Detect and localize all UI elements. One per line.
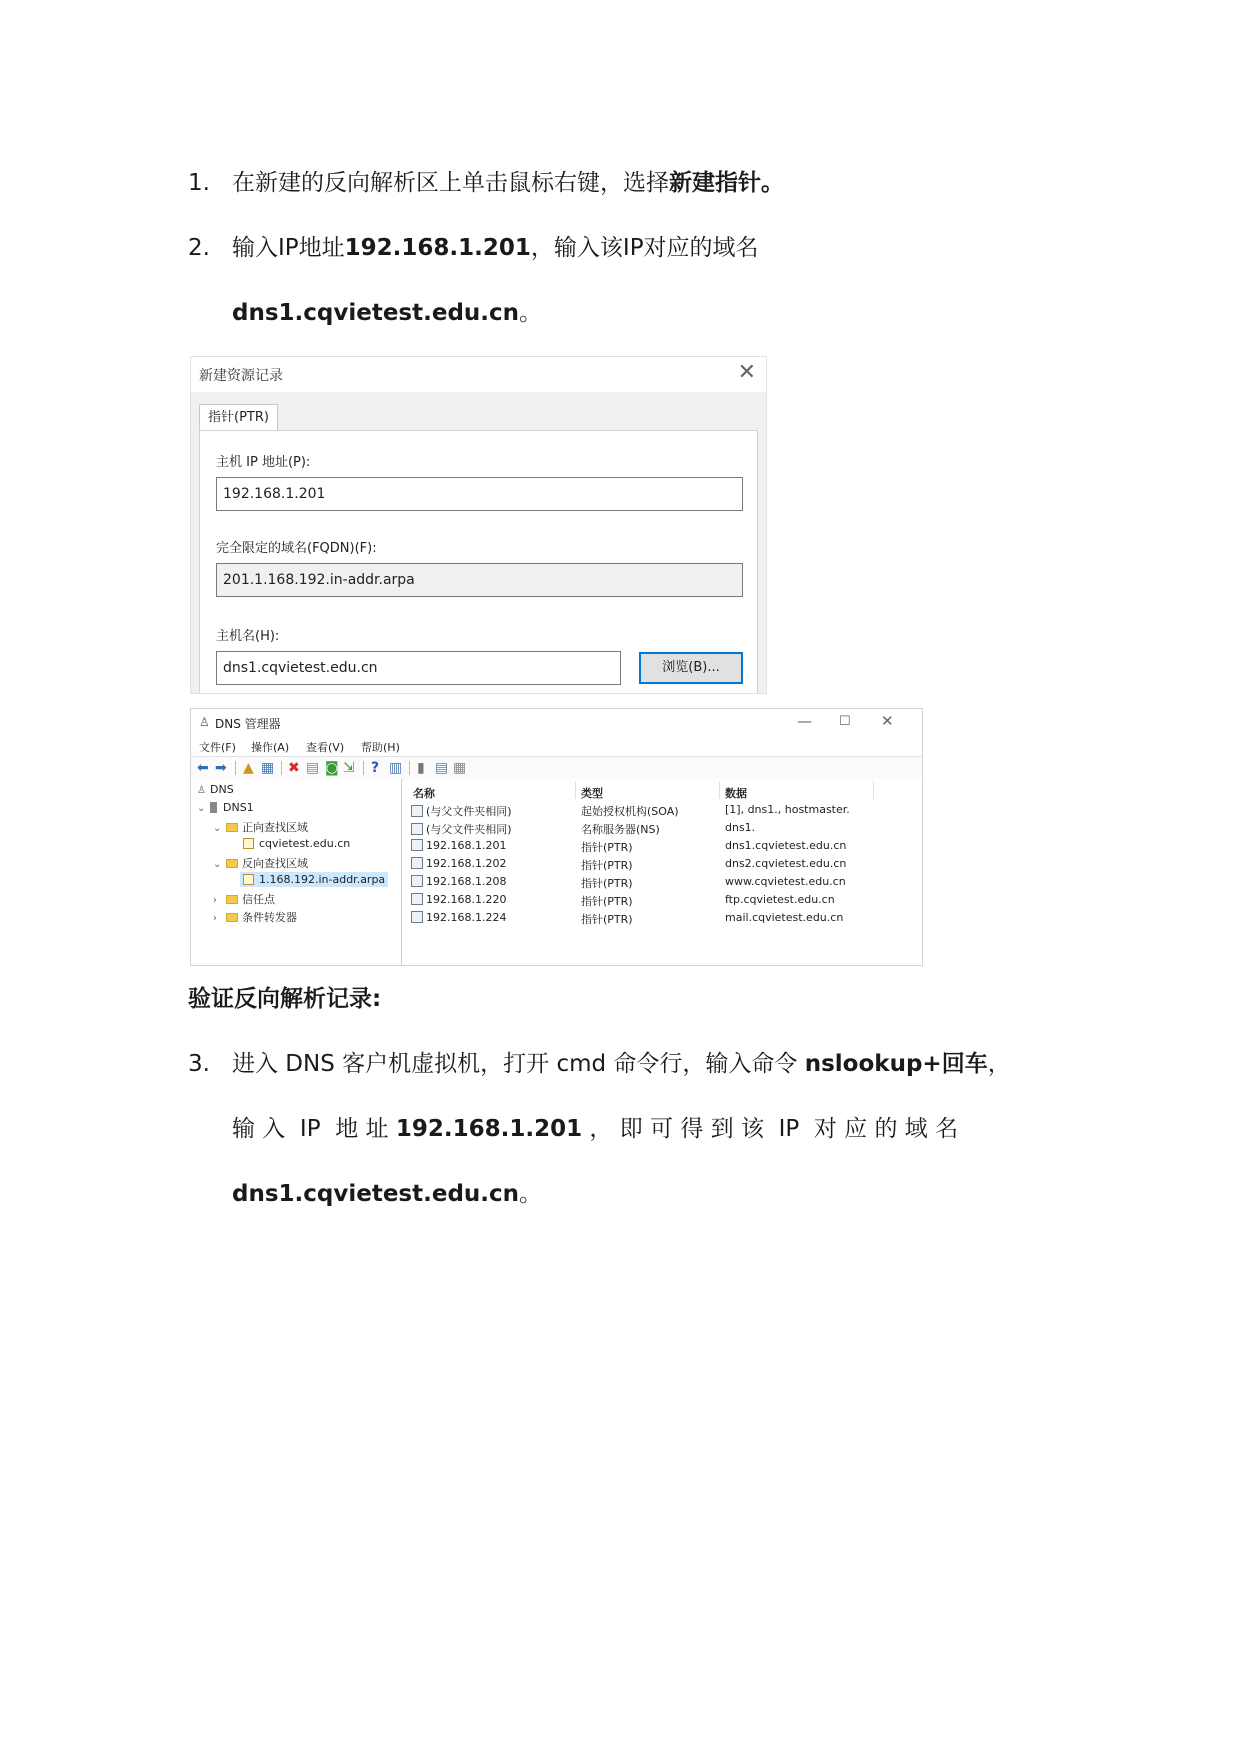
record-data-cell: dns1. xyxy=(725,821,756,834)
new-resource-record-dialog xyxy=(190,356,767,694)
step-text: 输 入 IP 地 址 xyxy=(232,1116,396,1142)
server-icon[interactable]: ▮ xyxy=(417,760,425,776)
tree-item-label: 1.168.192.in-addr.arpa xyxy=(259,873,386,886)
zone-icon[interactable]: ▦ xyxy=(453,760,467,776)
record-name: (与父文件夹相同) xyxy=(426,805,512,818)
column-header-type[interactable]: 类型 xyxy=(581,787,603,800)
step-text: 输入IP地址 xyxy=(232,235,345,261)
record-icon xyxy=(411,823,423,835)
verify-heading: 验证反向解析记录: xyxy=(188,986,382,1012)
record-type-cell: 指针(PTR) xyxy=(581,895,633,908)
menu-view[interactable]: 查看(V) xyxy=(306,741,345,754)
export-icon[interactable]: ⇲ xyxy=(343,760,355,776)
menu-action[interactable]: 操作(A) xyxy=(251,741,290,754)
close-icon[interactable]: ✕ xyxy=(737,360,756,385)
record-name-cell xyxy=(411,875,506,888)
fqdn-field: 201.1.168.192.in-addr.arpa xyxy=(216,563,743,597)
domain-name-text: dns1.cqvietest.edu.cn xyxy=(232,300,520,326)
records-list xyxy=(403,779,922,965)
record-data-cell: mail.cqvietest.edu.cn xyxy=(725,911,844,924)
column-header-name[interactable]: 名称 xyxy=(413,787,435,800)
browse-button[interactable]: 浏览(B)... xyxy=(639,652,743,684)
console-tree xyxy=(191,779,402,965)
toolbar-separator xyxy=(281,761,282,775)
record-name-cell xyxy=(411,803,512,819)
record-name-cell xyxy=(411,821,512,837)
record-type-cell: 指针(PTR) xyxy=(581,859,633,872)
tree-item-reverse-zones[interactable] xyxy=(213,855,308,871)
folder-icon xyxy=(226,913,238,922)
refresh-icon[interactable]: ◙ xyxy=(325,760,339,776)
step-number: 1. xyxy=(188,170,210,196)
record-type-cell: 指针(PTR) xyxy=(581,913,633,926)
step-2-continuation xyxy=(232,298,542,328)
table-row[interactable] xyxy=(403,873,922,891)
column-header-data[interactable]: 数据 xyxy=(725,787,747,800)
toolbar-separator xyxy=(409,761,410,775)
step-number: 2. xyxy=(188,235,210,261)
chevron-right-icon[interactable]: › xyxy=(213,895,217,906)
menu-help[interactable]: 帮助(H) xyxy=(361,741,400,754)
folder-icon xyxy=(226,895,238,904)
step-3 xyxy=(188,1049,1011,1079)
tree-item-label: DNS xyxy=(210,783,234,796)
show-tree-icon[interactable]: ▦ xyxy=(261,760,275,776)
chevron-right-icon[interactable]: › xyxy=(213,913,217,924)
tree-item-reverse-zone[interactable] xyxy=(240,872,388,887)
step-text: 在新建的反向解析区上单击鼠标右键，选择 xyxy=(232,170,669,196)
zone-icon xyxy=(243,874,254,885)
zone-icon xyxy=(243,838,254,849)
table-row[interactable] xyxy=(403,891,922,909)
up-folder-icon[interactable]: ▲ xyxy=(243,760,254,776)
action-pane-icon[interactable]: ▥ xyxy=(389,760,403,776)
toolbar-separator xyxy=(363,761,364,775)
tree-item-label: 信任点 xyxy=(242,893,275,906)
column-divider[interactable] xyxy=(719,781,720,799)
record-name: (与父文件夹相同) xyxy=(426,823,512,836)
record-data-cell: [1], dns1., hostmaster. xyxy=(725,803,850,816)
tree-item-trust-points[interactable] xyxy=(213,891,275,907)
command-text: nslookup+回车 xyxy=(804,1051,988,1077)
step-2 xyxy=(188,233,759,263)
chevron-down-icon[interactable]: ⌄ xyxy=(213,823,222,834)
server-icon xyxy=(210,802,217,813)
tree-item-label: 条件转发器 xyxy=(242,911,297,924)
step-3-line-2 xyxy=(232,1114,958,1144)
tree-item-dns[interactable] xyxy=(197,783,234,796)
chevron-down-icon[interactable]: ⌄ xyxy=(197,803,206,814)
table-row[interactable] xyxy=(403,837,922,855)
hostname-label: 主机名(H): xyxy=(216,629,280,644)
step-bold-text: 新建指针。 xyxy=(669,170,784,196)
ptr-panel xyxy=(199,430,758,693)
record-data-cell: dns1.cqvietest.edu.cn xyxy=(725,839,847,852)
step-text: ， 即 可 得 到 该 IP 对 应 的 域 名 xyxy=(582,1116,959,1142)
step-text: 。 xyxy=(519,300,543,326)
menu-bar xyxy=(191,735,922,755)
record-icon xyxy=(411,911,423,923)
step-text: ， xyxy=(987,1051,1011,1077)
close-icon[interactable]: ✕ xyxy=(881,712,894,730)
tree-item-label: 反向查找区域 xyxy=(242,857,308,870)
step-number: 3. xyxy=(188,1051,210,1077)
dns-manager-window xyxy=(190,708,923,966)
chevron-down-icon[interactable]: ⌄ xyxy=(213,859,222,870)
back-arrow-icon[interactable]: ⬅ xyxy=(197,760,209,776)
step-text: ，输入该IP对应的域名 xyxy=(530,235,759,261)
hostname-field[interactable]: dns1.cqvietest.edu.cn xyxy=(216,651,621,685)
step-text: 进入 DNS 客户机虚拟机，打开 cmd 命令行，输入命令 xyxy=(232,1051,805,1077)
record-name-cell xyxy=(411,911,506,924)
table-row[interactable] xyxy=(403,909,922,927)
record-data-cell: www.cqvietest.edu.cn xyxy=(725,875,846,888)
help-icon[interactable]: ? xyxy=(371,760,380,776)
fqdn-label: 完全限定的域名(FQDN)(F): xyxy=(216,541,377,556)
record-name: 192.168.1.201 xyxy=(426,839,507,852)
delete-icon[interactable]: ✖ xyxy=(288,760,300,776)
step-1 xyxy=(188,168,784,198)
tree-item-label: cqvietest.edu.cn xyxy=(259,837,351,850)
record-name-cell xyxy=(411,893,506,906)
table-row[interactable] xyxy=(403,819,922,837)
window-titlebar xyxy=(191,709,922,735)
toolbar xyxy=(191,756,922,780)
maximize-icon[interactable]: ☐ xyxy=(839,714,851,729)
tree-item-conditional-forwarders[interactable] xyxy=(213,909,297,925)
minimize-icon[interactable]: — xyxy=(797,712,812,730)
host-ip-field[interactable]: 192.168.1.201 xyxy=(216,477,743,511)
step-3-line-3 xyxy=(232,1179,542,1209)
table-row[interactable] xyxy=(403,855,922,873)
record-icon xyxy=(411,805,423,817)
tab-ptr[interactable]: 指针(PTR) xyxy=(199,404,278,431)
record-icon xyxy=(411,893,423,905)
dialog-title: 新建资源记录 xyxy=(199,368,283,384)
forward-arrow-icon[interactable]: ➡ xyxy=(215,760,227,776)
record-data-cell: ftp.cqvietest.edu.cn xyxy=(725,893,835,906)
record-name: 192.168.1.224 xyxy=(426,911,507,924)
dns-root-icon: ♙ xyxy=(197,785,206,796)
record-icon xyxy=(411,839,423,851)
record-type-cell: 指针(PTR) xyxy=(581,877,633,890)
record-icon xyxy=(411,857,423,869)
record-icon xyxy=(411,875,423,887)
tree-item-label: DNS1 xyxy=(223,801,254,814)
record-type-cell: 指针(PTR) xyxy=(581,841,633,854)
record-name: 192.168.1.220 xyxy=(426,893,507,906)
column-divider[interactable] xyxy=(873,781,874,799)
folder-icon xyxy=(226,823,238,832)
properties-icon[interactable]: ▤ xyxy=(306,760,320,776)
record-data-cell: dns2.cqvietest.edu.cn xyxy=(725,857,847,870)
dns-manager-icon: ♙ xyxy=(199,715,210,729)
column-divider[interactable] xyxy=(575,781,576,799)
record-name: 192.168.1.202 xyxy=(426,857,507,870)
record-name: 192.168.1.208 xyxy=(426,875,507,888)
record-name-cell xyxy=(411,857,506,870)
tree-item-dns1[interactable] xyxy=(197,801,254,814)
tree-item-label: 正向查找区域 xyxy=(242,821,308,834)
record-name-cell xyxy=(411,839,506,852)
step-text: 。 xyxy=(519,1181,543,1207)
dialog-titlebar xyxy=(191,357,766,392)
record-type-cell: 起始授权机构(SOA) xyxy=(581,805,679,818)
record-type-cell: 名称服务器(NS) xyxy=(581,823,660,836)
folder-icon xyxy=(226,859,238,868)
window-title: DNS 管理器 xyxy=(215,717,281,731)
table-row[interactable] xyxy=(403,801,922,819)
menu-file[interactable]: 文件(F) xyxy=(199,741,236,754)
toolbar-separator xyxy=(235,761,236,775)
record-icon[interactable]: ▤ xyxy=(435,760,449,776)
tree-item-forward-zones[interactable] xyxy=(213,819,308,835)
ip-address-text: 192.168.1.201 xyxy=(344,235,531,261)
ip-address-text: 192.168.1.201 xyxy=(395,1116,583,1142)
domain-name-text: dns1.cqvietest.edu.cn xyxy=(232,1181,520,1207)
tree-item-forward-zone[interactable] xyxy=(243,837,350,850)
host-ip-label: 主机 IP 地址(P): xyxy=(216,455,311,470)
